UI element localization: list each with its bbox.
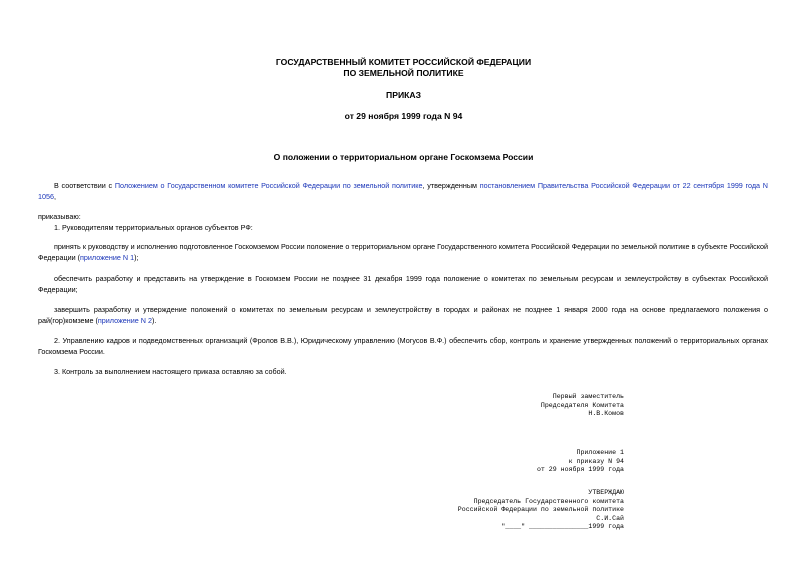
appendix-number: Приложение 1	[576, 449, 624, 456]
approval-date-line: "____" _______________1999 года	[501, 523, 624, 531]
clause-1a	[38, 242, 768, 263]
approval-block	[458, 489, 624, 532]
approval-organization: Российской Федерации по земельной политике	[457, 506, 624, 514]
clause-1b: обеспечить разработку и представить на утверждение в Госкомзем России не позднее 31 декабря 1999 года положение о комитетах по земельным ресурсам и землеустройству в субъектах Российской Федерации;	[38, 274, 768, 294]
clause-2: 2. Управлению кадров и подведомственных организаций (Фролов В.В.), Юридическому управлению (Могусов В.Ф.) обеспечить сбор, контроль и хранение утвержденных положений о территориальных органах Госкомзема России.	[38, 336, 768, 356]
org-name-line1: ГОСУДАРСТВЕННЫЙ КОМИТЕТ РОССИЙСКОЙ ФЕДЕРАЦИИ	[275, 57, 532, 67]
approval-name: С.И.Сай	[596, 514, 624, 522]
appendix-order-ref: к приказу N 94	[568, 457, 624, 465]
signature-name: Н.В.Комов	[588, 410, 624, 418]
document-title: О положении о территориальном органе Госкомзема России	[273, 152, 534, 162]
signature-position: Председателя Комитета	[540, 401, 624, 409]
regulation-link[interactable]: Положением о Государственном комитете Российской Федерации по земельной политике	[114, 181, 423, 190]
signature-title: Первый заместитель	[552, 393, 624, 400]
appendix-2-link[interactable]: приложение N 2	[97, 315, 152, 325]
clause-1c-text: завершить разработку и утверждение положений о комитетах по земельным ресурсам и землеустройству в городах и районах не позднее 1 января 2000 года на основе предлагаемого положения о рай(гор)комземе (	[38, 305, 768, 325]
preamble-text-1: В соответствии с	[54, 181, 115, 190]
signature-block	[541, 393, 624, 419]
appendix-date: от 29 ноября 1999 года	[536, 466, 624, 474]
preamble-text-2: , утвержденным	[422, 181, 480, 190]
approval-position: Председатель Государственного комитета	[473, 497, 624, 505]
preamble-paragraph	[38, 181, 768, 202]
clause-1a-text: принять к руководству и исполнению подготовленное Госкомземом России положение о территориальном органе Государственного комитета Российской Федерации по земельной политике в субъекте Российской Федерации (	[38, 242, 768, 262]
document-date: от 29 ноября 1999 года N 94	[344, 111, 463, 121]
clause-1c	[38, 305, 768, 326]
document-type: ПРИКАЗ	[386, 90, 421, 100]
clause-3: 3. Контроль за выполнением настоящего приказа оставляю за собой.	[54, 367, 287, 376]
clause-1a-end: );	[134, 252, 139, 262]
clause-1c-end: ).	[151, 315, 157, 325]
government-decree-link[interactable]: постановлением Правительства Российской Федерации от 22 сентября 1999 года N 1056	[38, 181, 768, 201]
appendix-header	[537, 449, 624, 475]
preamble-text-3: ,	[54, 191, 56, 201]
order-word: приказываю:	[38, 212, 81, 221]
approval-word: УТВЕРЖДАЮ	[588, 489, 624, 496]
appendix-1-link[interactable]: приложение N 1	[80, 252, 135, 262]
org-name-line2: ПО ЗЕМЕЛЬНОЙ ПОЛИТИКЕ	[343, 68, 464, 78]
clause-1: 1. Руководителям территориальных органов субъектов РФ:	[54, 223, 253, 232]
